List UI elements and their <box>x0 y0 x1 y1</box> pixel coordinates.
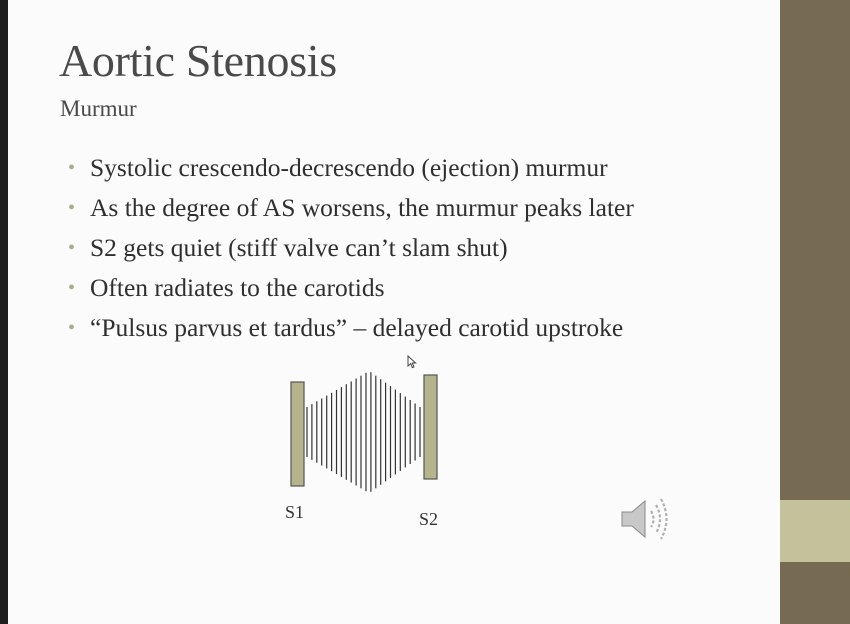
s1-sound-bar <box>291 382 304 486</box>
bullet-text: S2 gets quiet (stiff valve can’t slam shut) <box>90 233 508 262</box>
s2-sound-bar <box>424 375 437 479</box>
s2-label: S2 <box>419 509 439 529</box>
murmur-diagram <box>276 356 466 536</box>
bullet-dot-icon: • <box>68 157 76 179</box>
bullet-dot-icon: • <box>68 277 76 299</box>
bullet-item <box>66 228 634 268</box>
bullet-item <box>66 148 634 188</box>
bullet-text: Often radiates to the carotids <box>90 273 385 302</box>
murmur-waveform <box>307 372 420 492</box>
bullet-text: “Pulsus parvus et tardus” – delayed carotid upstroke <box>90 313 624 342</box>
s1-label: S1 <box>285 502 305 522</box>
speaker-icon[interactable] <box>618 492 678 546</box>
slide-subtitle: Murmur <box>60 96 137 121</box>
bullet-item <box>66 268 634 308</box>
bullet-dot-icon: • <box>68 317 76 339</box>
bullet-text: Systolic crescendo-decrescendo (ejection) murmur <box>90 153 608 182</box>
slide-title: Aortic Stenosis <box>59 35 337 86</box>
mouse-cursor-icon <box>407 355 417 369</box>
bullet-text: As the degree of AS worsens, the murmur peaks later <box>90 193 634 222</box>
bullet-item <box>66 308 634 348</box>
bullet-item <box>66 188 634 228</box>
bullet-dot-icon: • <box>68 197 76 219</box>
bullet-list <box>66 148 634 348</box>
decorative-sidebar-accent <box>780 500 850 562</box>
bullet-dot-icon: • <box>68 237 76 259</box>
